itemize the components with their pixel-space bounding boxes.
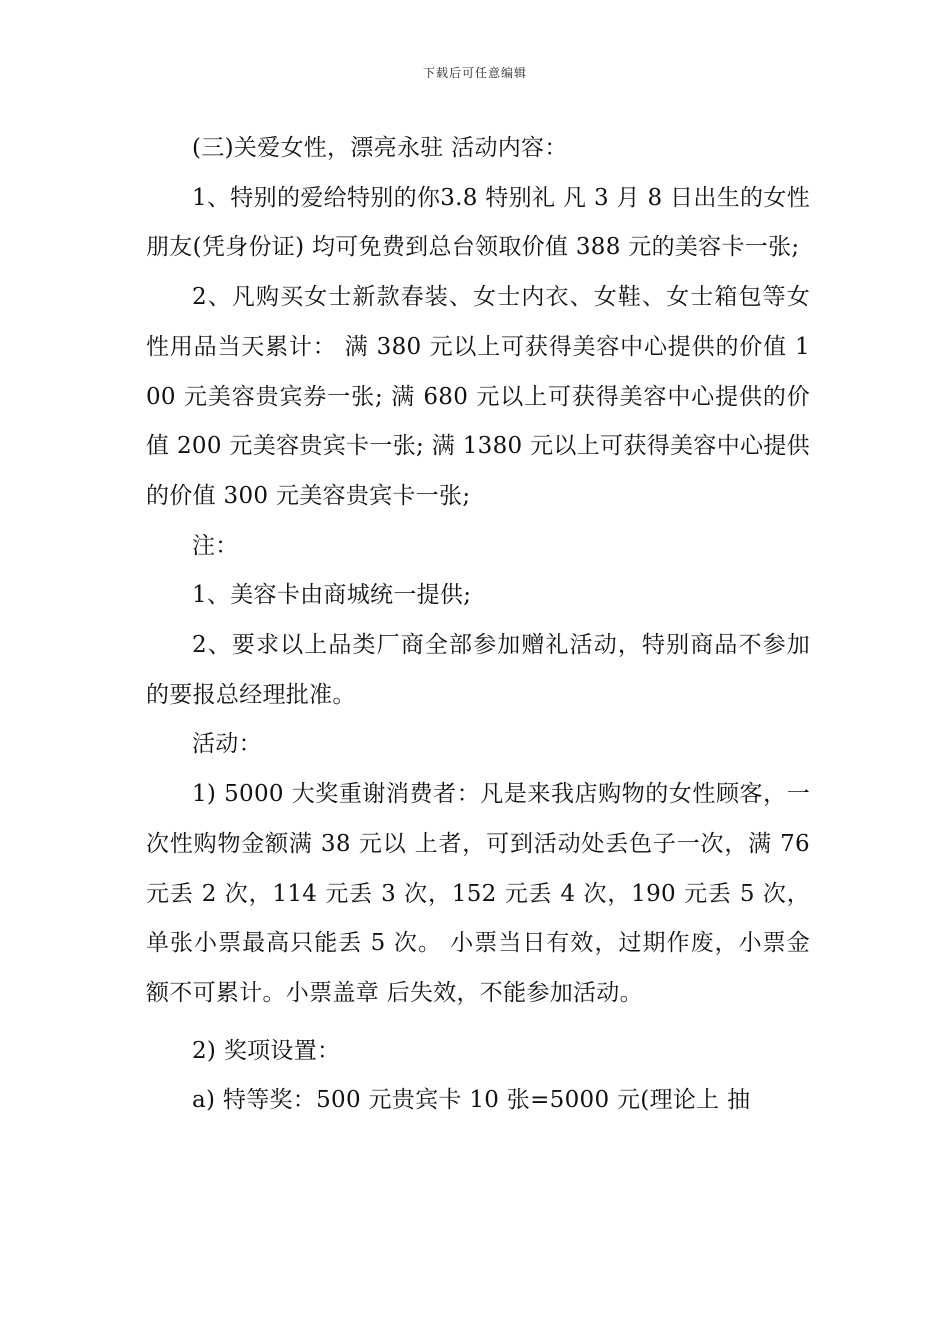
activity-label: 活动： xyxy=(192,731,262,758)
prize-item-a: a) 特等奖：500 元贵宾卡 10 张=5000 元(理论上 抽 xyxy=(192,1087,751,1114)
activity-item-1: 1) 5000 大奖重谢消费者：凡是来我店购物的女性顾客，一次性购物金额满 38 元以 上者，可到活动处丢色子一次，满 76 元丢 2 次，114 元丢 3 次，152 元丢 4 次，190 元丢 5 次，单张小票最高只能丢 5 次。 小票当日有效，过期作废，小票金额不可累计。小票盖章 后失效，不能参加活动。 xyxy=(146,781,818,1006)
document-body xyxy=(146,124,818,1126)
paragraph-item-1: 1、特别的爱给特别的你3.8 特别礼 凡 3 月 8 日出生的女性朋友(凭身份证) 均可免费到总台领取价值 388 元的美容卡一张; xyxy=(146,184,810,261)
section-heading: (三)关爱女性，漂亮永驻 活动内容： xyxy=(192,135,568,161)
prize-setting-heading: 2) 奖项设置： xyxy=(192,1037,341,1064)
paragraph-item-2: 2、凡购买女士新款春装、女士内衣、女鞋、女士箱包等女性用品当天累计： 满 380 元以上可获得美容中心提供的价值 100 元美容贵宾券一张; 满 680 元以上可获得美容中心提供的价值 200 元美容贵宾卡一张; 满 1380 元以上可获得美容中心提供的价值 300 元美容贵宾卡一张; xyxy=(146,284,810,509)
page-header-note: 下载后可任意编辑 xyxy=(422,66,527,80)
note-item-1: 1、美容卡由商城统一提供; xyxy=(192,582,472,609)
note-item-2: 2、要求以上品类厂商全部参加赠礼活动，特别商品不参加的要报总经理批准。 xyxy=(146,632,810,708)
note-label: 注： xyxy=(192,532,239,559)
